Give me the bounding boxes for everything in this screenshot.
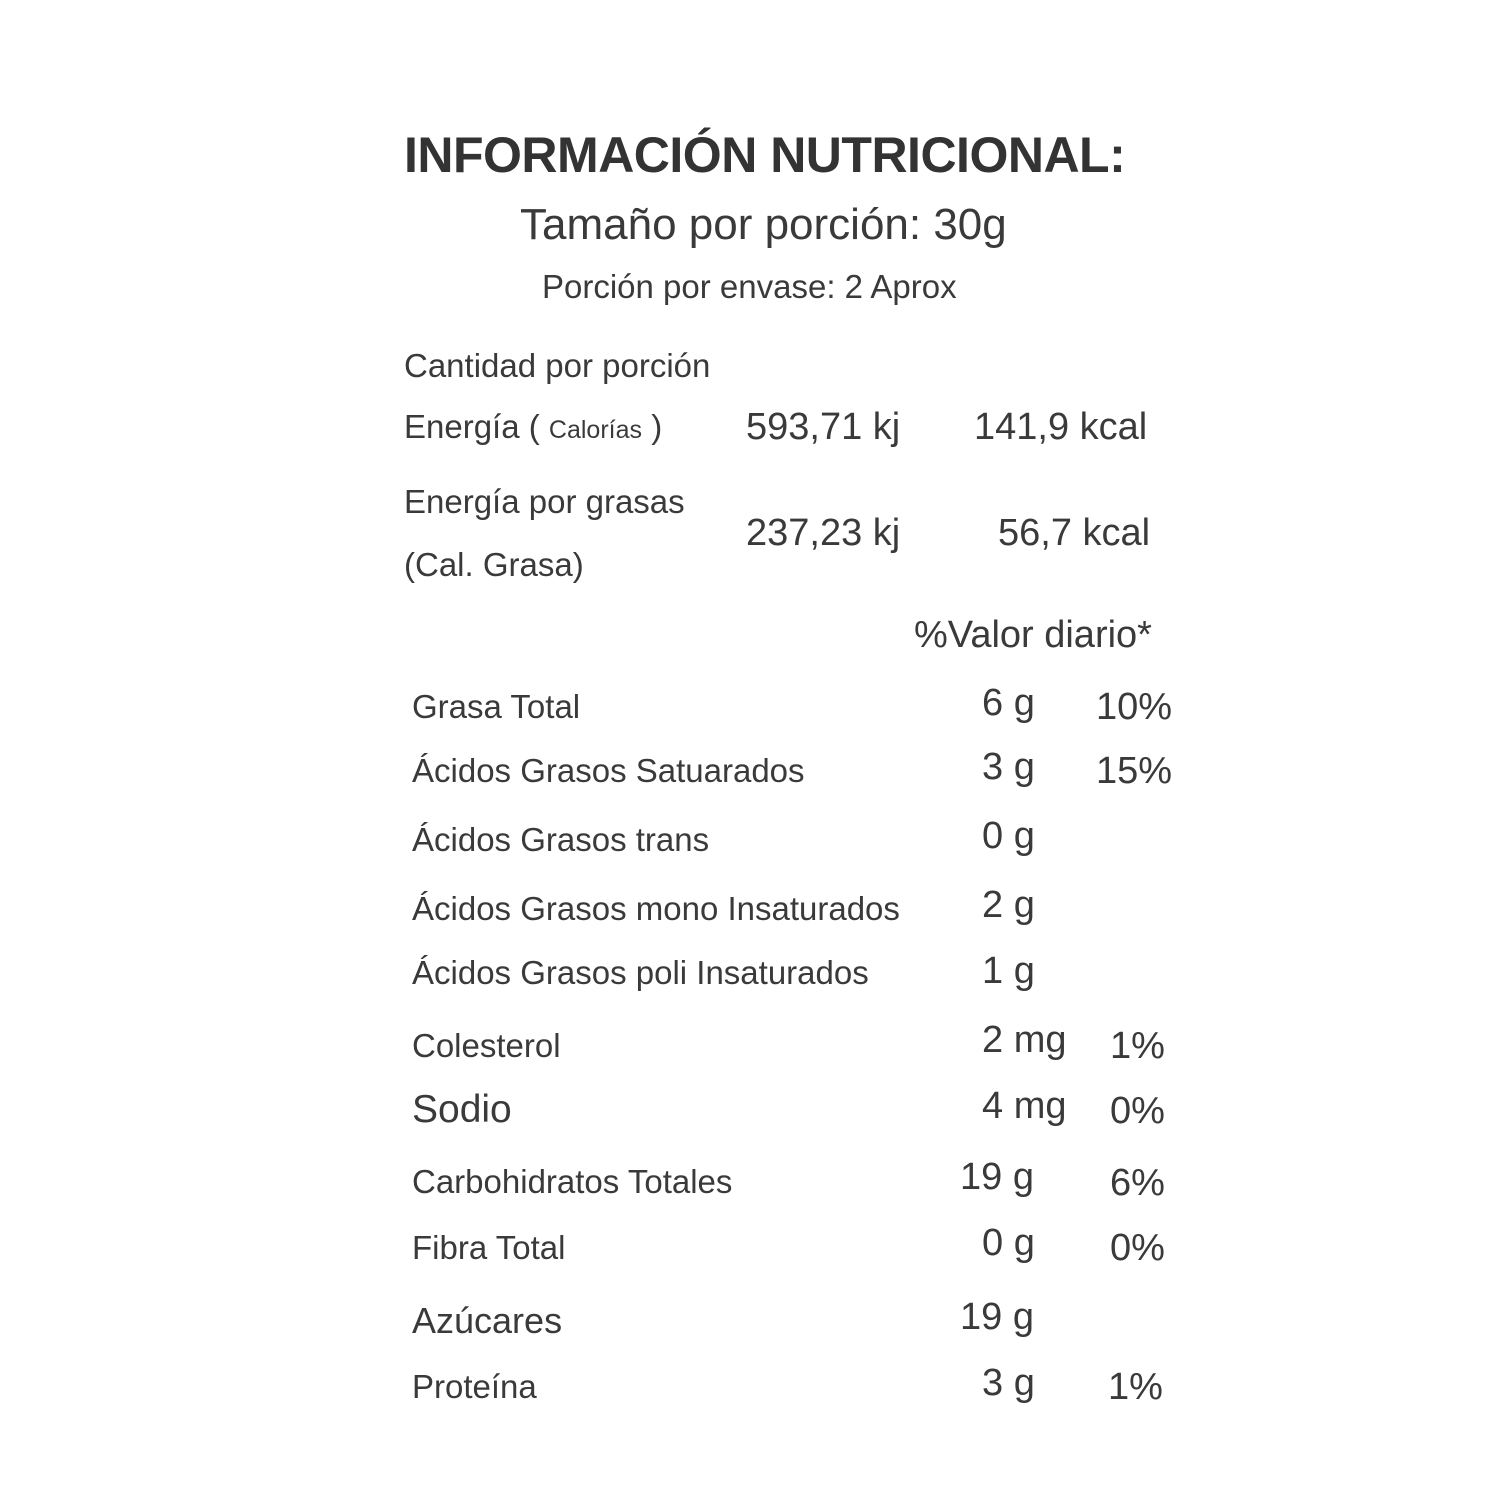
- nutrient-percent-protein: 1%: [1108, 1366, 1163, 1408]
- nutrient-amount-trans-fat: 0 g: [982, 815, 1035, 857]
- nutrient-amount-sodium: 4 mg: [982, 1085, 1067, 1127]
- nutrient-name-monounsaturated-fat: Ácidos Grasos mono Insaturados: [412, 890, 900, 927]
- nutrient-percent-sodium: 0%: [1110, 1090, 1165, 1132]
- serving-size: Tamaño por porción: 30g: [520, 200, 1007, 249]
- energy-label: [404, 408, 662, 446]
- nutrient-name-cholesterol: Colesterol: [412, 1027, 561, 1064]
- nutrient-name-total-fat: Grasa Total: [412, 688, 581, 725]
- fat-energy-kj-value: 237,23 kj: [746, 512, 901, 554]
- amount-per-serving: Cantidad por porción: [404, 347, 711, 384]
- energy-kj-value: 593,71 kj: [746, 406, 901, 448]
- nutrient-amount-cholesterol: 2 mg: [982, 1019, 1067, 1061]
- nutrient-amount-saturated-fat: 3 g: [982, 746, 1035, 788]
- nutrient-percent-total-carbohydrates: 6%: [1110, 1162, 1165, 1204]
- nutrient-amount-protein: 3 g: [982, 1362, 1035, 1404]
- fat-energy-kcal-value: 56,7 kcal: [998, 512, 1151, 554]
- nutrient-amount-total-fiber: 0 g: [982, 1222, 1035, 1264]
- energy-label-close: ): [651, 408, 663, 445]
- nutrient-name-saturated-fat: Ácidos Grasos Satuarados: [412, 752, 805, 789]
- nutrient-name-total-fiber: Fibra Total: [412, 1229, 566, 1266]
- fat-energy-label: Energía por grasas: [404, 483, 685, 520]
- nutrient-name-protein: Proteína: [412, 1368, 537, 1405]
- nutrient-percent-total-fat: 10%: [1096, 686, 1173, 728]
- energy-kcal-value: 141,9 kcal: [974, 406, 1148, 448]
- nutrient-name-total-carbohydrates: Carbohidratos Totales: [412, 1163, 733, 1200]
- nutrient-percent-cholesterol: 1%: [1110, 1025, 1165, 1067]
- nutrient-name-sodium: Sodio: [412, 1088, 512, 1131]
- nutrient-amount-sugars: 19 g: [960, 1296, 1034, 1338]
- servings-per-container: Porción por envase: 2 Aprox: [542, 268, 957, 305]
- nutrient-name-polyunsaturated-fat: Ácidos Grasos poli Insaturados: [412, 954, 869, 991]
- nutrient-amount-polyunsaturated-fat: 1 g: [982, 950, 1035, 992]
- nutrient-amount-total-fat: 6 g: [982, 682, 1035, 724]
- nutrient-name-sugars: Azúcares: [412, 1300, 563, 1341]
- nutrient-name-trans-fat: Ácidos Grasos trans: [412, 821, 710, 858]
- fat-energy-sublabel: (Cal. Grasa): [404, 546, 584, 583]
- energy-label-text: Energía (: [404, 408, 540, 445]
- nutrient-amount-total-carbohydrates: 19 g: [960, 1156, 1034, 1198]
- label-title: INFORMACIÓN NUTRICIONAL:: [404, 127, 1126, 183]
- nutrient-percent-total-fiber: 0%: [1110, 1227, 1165, 1269]
- energy-label-calories: Calorías: [548, 416, 643, 444]
- nutrient-percent-saturated-fat: 15%: [1096, 750, 1173, 792]
- daily-value-header: %Valor diario*: [914, 614, 1152, 656]
- nutrient-amount-monounsaturated-fat: 2 g: [982, 884, 1035, 926]
